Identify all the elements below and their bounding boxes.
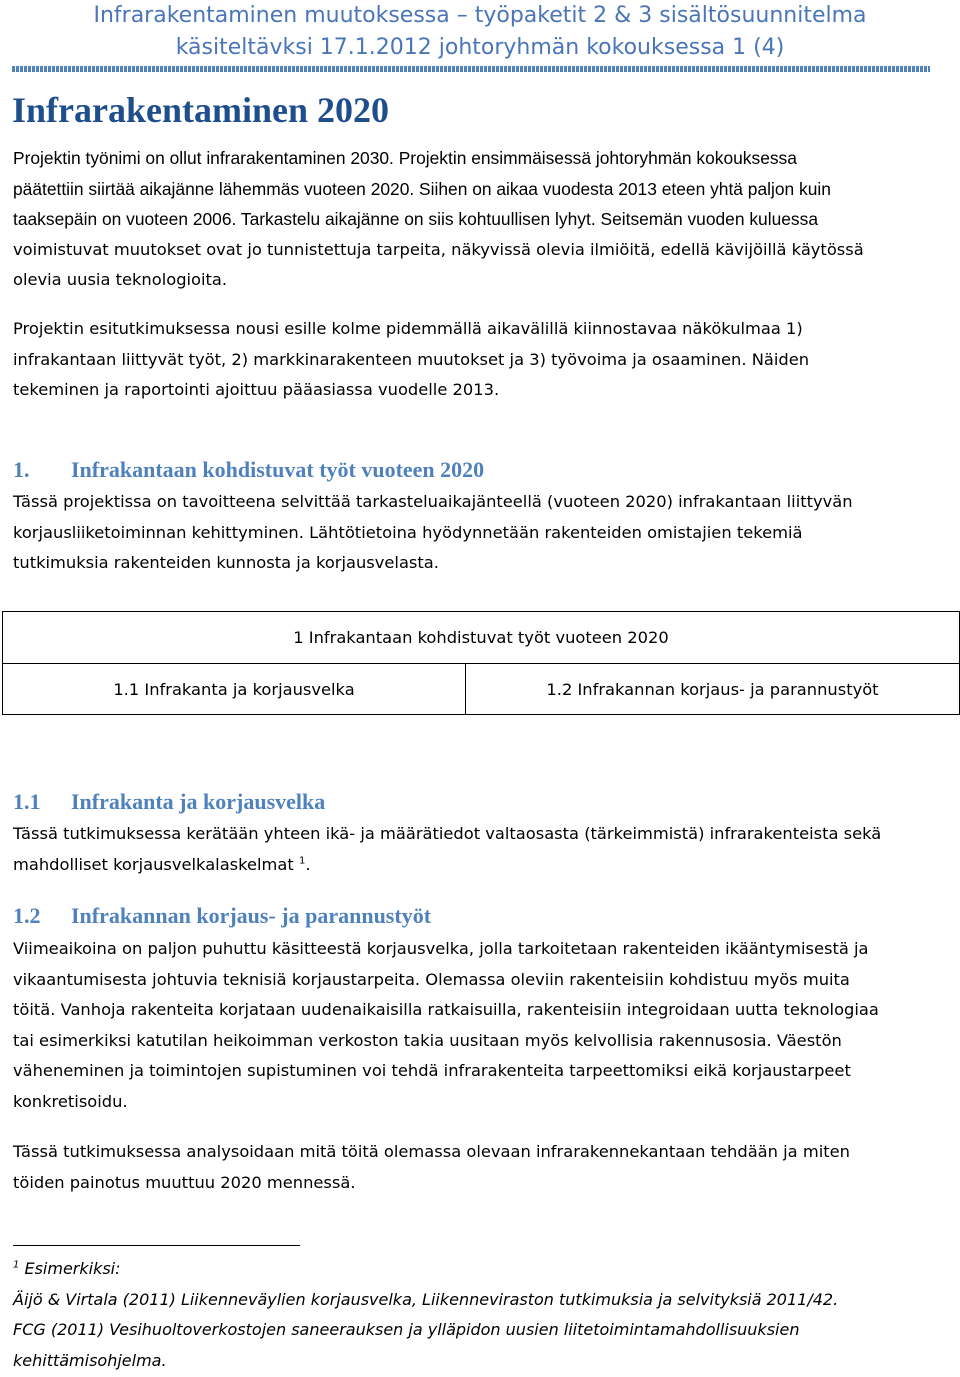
section-1-2-line: töitä. Vanhoja rakenteita korjataan uudenaikaisilla ratkaisuilla, rakenteisiin integroidaan uutta teknologiaa <box>13 1000 879 1019</box>
intro-line: taaksepäin on vuoteen 2006. Tarkastelu aikajänne on siis kohtuullisen lyhyt. Seitsemän vuoden kuluessa <box>13 209 818 229</box>
intro-line: olevia uusia teknologioita. <box>13 270 228 289</box>
section-number: 1.2 <box>13 903 41 928</box>
section-1-1-line-text: mahdolliset korjausvelkalaskelmat <box>13 854 294 874</box>
page-header <box>0 0 960 64</box>
structure-table-left-cell: 1.1 Infrakanta ja korjausvelka <box>3 664 466 715</box>
intro2-line: Projektin esitutkimuksessa nousi esille kolme pidemmällä aikavälillä kiinnostavaa näkökulmaa 1) <box>13 319 803 338</box>
header-divider <box>12 66 930 72</box>
section-title: Infrakanta ja korjausvelka <box>71 789 326 814</box>
footnote-number: 1 <box>13 1259 20 1271</box>
document-title: Infrarakentaminen 2020 <box>12 90 389 130</box>
header-line-2: käsiteltävksi 17.1.2012 johtoryhmän kokouksessa 1 (4) <box>175 35 785 60</box>
footnote-separator <box>13 1245 300 1246</box>
section-number: 1. <box>13 457 30 482</box>
structure-table <box>2 611 960 715</box>
footnote-label: Esimerkiksi: <box>24 1259 121 1278</box>
section-1-1-paragraph <box>13 819 960 880</box>
section-1-line: korjausliiketoiminnan kehittyminen. Lähtötietoina hyödynnetään rakenteiden omistajien tekemiä <box>13 522 803 542</box>
section-number: 1.1 <box>13 789 41 814</box>
section-title: Infrakannan korjaus- ja parannustyöt <box>71 903 432 928</box>
footnote-reference-line: FCG (2011) Vesihuoltoverkostojen saneerauksen ja ylläpidon uusien liitetoimintamahdollisuuksien <box>13 1320 800 1339</box>
footnote-reference[interactable]: 1 <box>298 855 306 867</box>
section-1-2-line: Tässä tutkimuksessa analysoidaan mitä töitä olemassa olevaan infrarakennekantaan tehdään ja miten <box>13 1142 850 1161</box>
section-1-2-line: väheneminen ja toimintojen supistuminen voi tehdä infrarakenteita tarpeettomiksi eikä korjaustarpeet <box>13 1061 851 1080</box>
section-1-2-paragraph <box>13 934 960 1117</box>
section-title: Infrakantaan kohdistuvat työt vuoteen 2020 <box>71 457 485 482</box>
section-1-paragraph <box>13 487 960 579</box>
section-1-2-line: töiden painotus muuttuu 2020 mennessä. <box>13 1172 356 1192</box>
structure-table-top-cell: 1 Infrakantaan kohdistuvat työt vuoteen 2020 <box>3 612 960 664</box>
section-1-heading <box>13 455 484 485</box>
intro2-line: tekeminen ja raportointi ajoittuu pääasiassa vuodelle 2013. <box>13 380 500 399</box>
section-1-2-line: vikaantumisesta johtuvia teknisiä korjaustarpeita. Olemassa oleviin rakenteisiin kohdistuu myös muita <box>13 969 850 989</box>
intro2-line: infrakantaan liittyvät työt, 2) markkinarakenteen muutokset ja 3) työvoima ja osaaminen. Näiden <box>13 349 810 369</box>
section-1-1-line <box>13 850 960 881</box>
section-1-2-line: Viimeaikoina on paljon puhuttu käsitteestä korjausvelka, jolla tarkoitetaan rakenteiden ikääntymisestä ja <box>13 939 869 958</box>
section-1-2-line: tai esimerkiksi katutilan heikoimman verkoston takia uusitaan myös kelvollisia rakennusosia. Väestön <box>13 1030 842 1050</box>
section-1-1-heading <box>13 787 325 817</box>
intro-paragraph <box>13 143 960 296</box>
footnote <box>13 1254 838 1376</box>
structure-table-right-cell: 1.2 Infrakannan korjaus- ja parannustyöt <box>466 664 960 715</box>
intro-line: Projektin työnimi on ollut infrarakentaminen 2030. Projektin ensimmäisessä johtoryhmän kokouksessa <box>13 148 797 168</box>
intro-line: päätettiin siirtää aikajänne lähemmäs vuoteen 2020. Siihen on aikaa vuodesta 2013 eteen yhtä paljon kuin <box>13 178 831 199</box>
section-1-line: tutkimuksia rakenteiden kunnosta ja korjausvelasta. <box>13 553 439 572</box>
section-1-line: Tässä projektissa on tavoitteena selvittää tarkasteluaikajänteellä (vuoteen 2020) infrakantaan liittyvän <box>13 492 853 511</box>
section-1-2-heading <box>13 901 431 931</box>
line-end: . <box>305 854 311 874</box>
section-1-2-paragraph-2 <box>13 1137 960 1198</box>
header-line-1: Infrarakentaminen muutoksessa – työpaketit 2 & 3 sisältösuunnitelma <box>93 3 867 28</box>
footnote-label-line <box>13 1254 838 1285</box>
intro-paragraph-2 <box>13 314 960 406</box>
intro-line: voimistuvat muutokset ovat jo tunnistettuja tarpeita, näkyvissä olevia ilmiöitä, edellä kävijöillä käytössä <box>13 239 864 259</box>
footnote-reference-line: kehittämisohjelma. <box>13 1350 167 1370</box>
footnote-reference-line: Äijö & Virtala (2011) Liikenneväylien korjausvelka, Liikenneviraston tutkimuksia ja selvityksiä 2011/42. <box>13 1289 839 1309</box>
section-1-1-line: Tässä tutkimuksessa kerätään yhteen ikä- ja määrätiedot valtaosasta (tärkeimmistä) infrarakenteista sekä <box>13 824 882 843</box>
section-1-2-line: konkretisoidu. <box>13 1091 128 1111</box>
